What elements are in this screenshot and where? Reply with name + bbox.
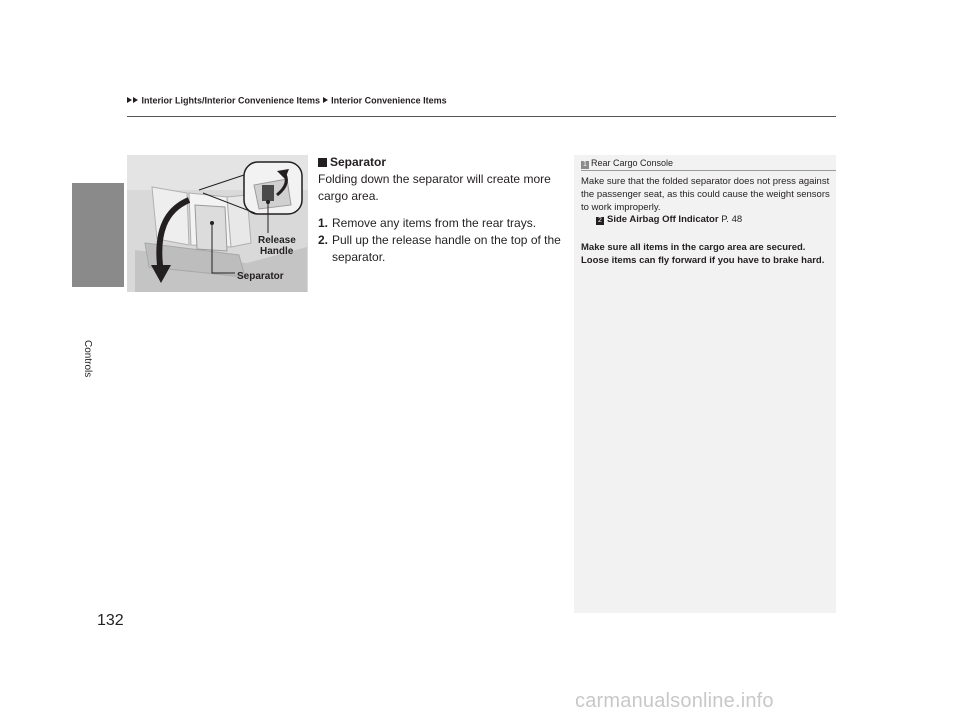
step-number: 1. <box>318 216 329 230</box>
section-heading: Separator <box>318 155 386 169</box>
heading-square-icon <box>318 158 327 167</box>
breadcrumb-arrow-icon <box>127 97 132 103</box>
header-rule <box>127 116 836 117</box>
note-cross-reference[interactable] <box>596 214 742 225</box>
note-paragraph-2: Make sure all items in the cargo area are secured. Loose items can fly forward if you have to brake hard. <box>581 242 825 267</box>
section-label: Controls <box>82 340 93 378</box>
note-rule <box>581 170 836 171</box>
step-text-continued: separator. <box>332 249 386 264</box>
breadcrumb-arrow-icon <box>323 97 328 103</box>
reference-arrow-icon: 2 <box>596 217 604 225</box>
section-tab <box>72 183 124 287</box>
step-text: Remove any items from the rear trays. <box>332 216 537 230</box>
separator-label: Separator <box>237 271 284 282</box>
breadcrumb-arrow-icon <box>133 97 138 103</box>
step-2 <box>318 232 563 265</box>
intro-paragraph: Folding down the separator will create more cargo area. <box>318 172 551 203</box>
breadcrumb-link-convenience-items[interactable]: Interior Convenience Items <box>331 95 447 106</box>
reference-page[interactable]: P. 48 <box>721 214 743 225</box>
step-number: 2. <box>318 233 329 247</box>
watermark: carmanualsonline.info <box>575 690 774 712</box>
release-handle-label: Release <box>258 235 296 246</box>
note-paragraph-1: Make sure that the folded separator does not press against the passenger seat, as this could cause the weight sensors to work improperly. <box>581 176 830 214</box>
breadcrumb-link-interior-lights[interactable]: Interior Lights/Interior Convenience Items <box>141 95 321 106</box>
step-1 <box>318 215 563 232</box>
page-number: 132 <box>97 612 124 629</box>
release-handle-label-2: Handle <box>260 246 294 257</box>
step-text: Pull up the release handle on the top of the <box>332 233 561 247</box>
breadcrumb <box>127 95 447 106</box>
note-marker-icon: 1 <box>581 161 589 169</box>
reference-label[interactable]: Side Airbag Off Indicator <box>607 214 719 225</box>
note-title: 1 Rear Cargo Console <box>581 158 673 169</box>
separator-illustration <box>127 155 308 292</box>
